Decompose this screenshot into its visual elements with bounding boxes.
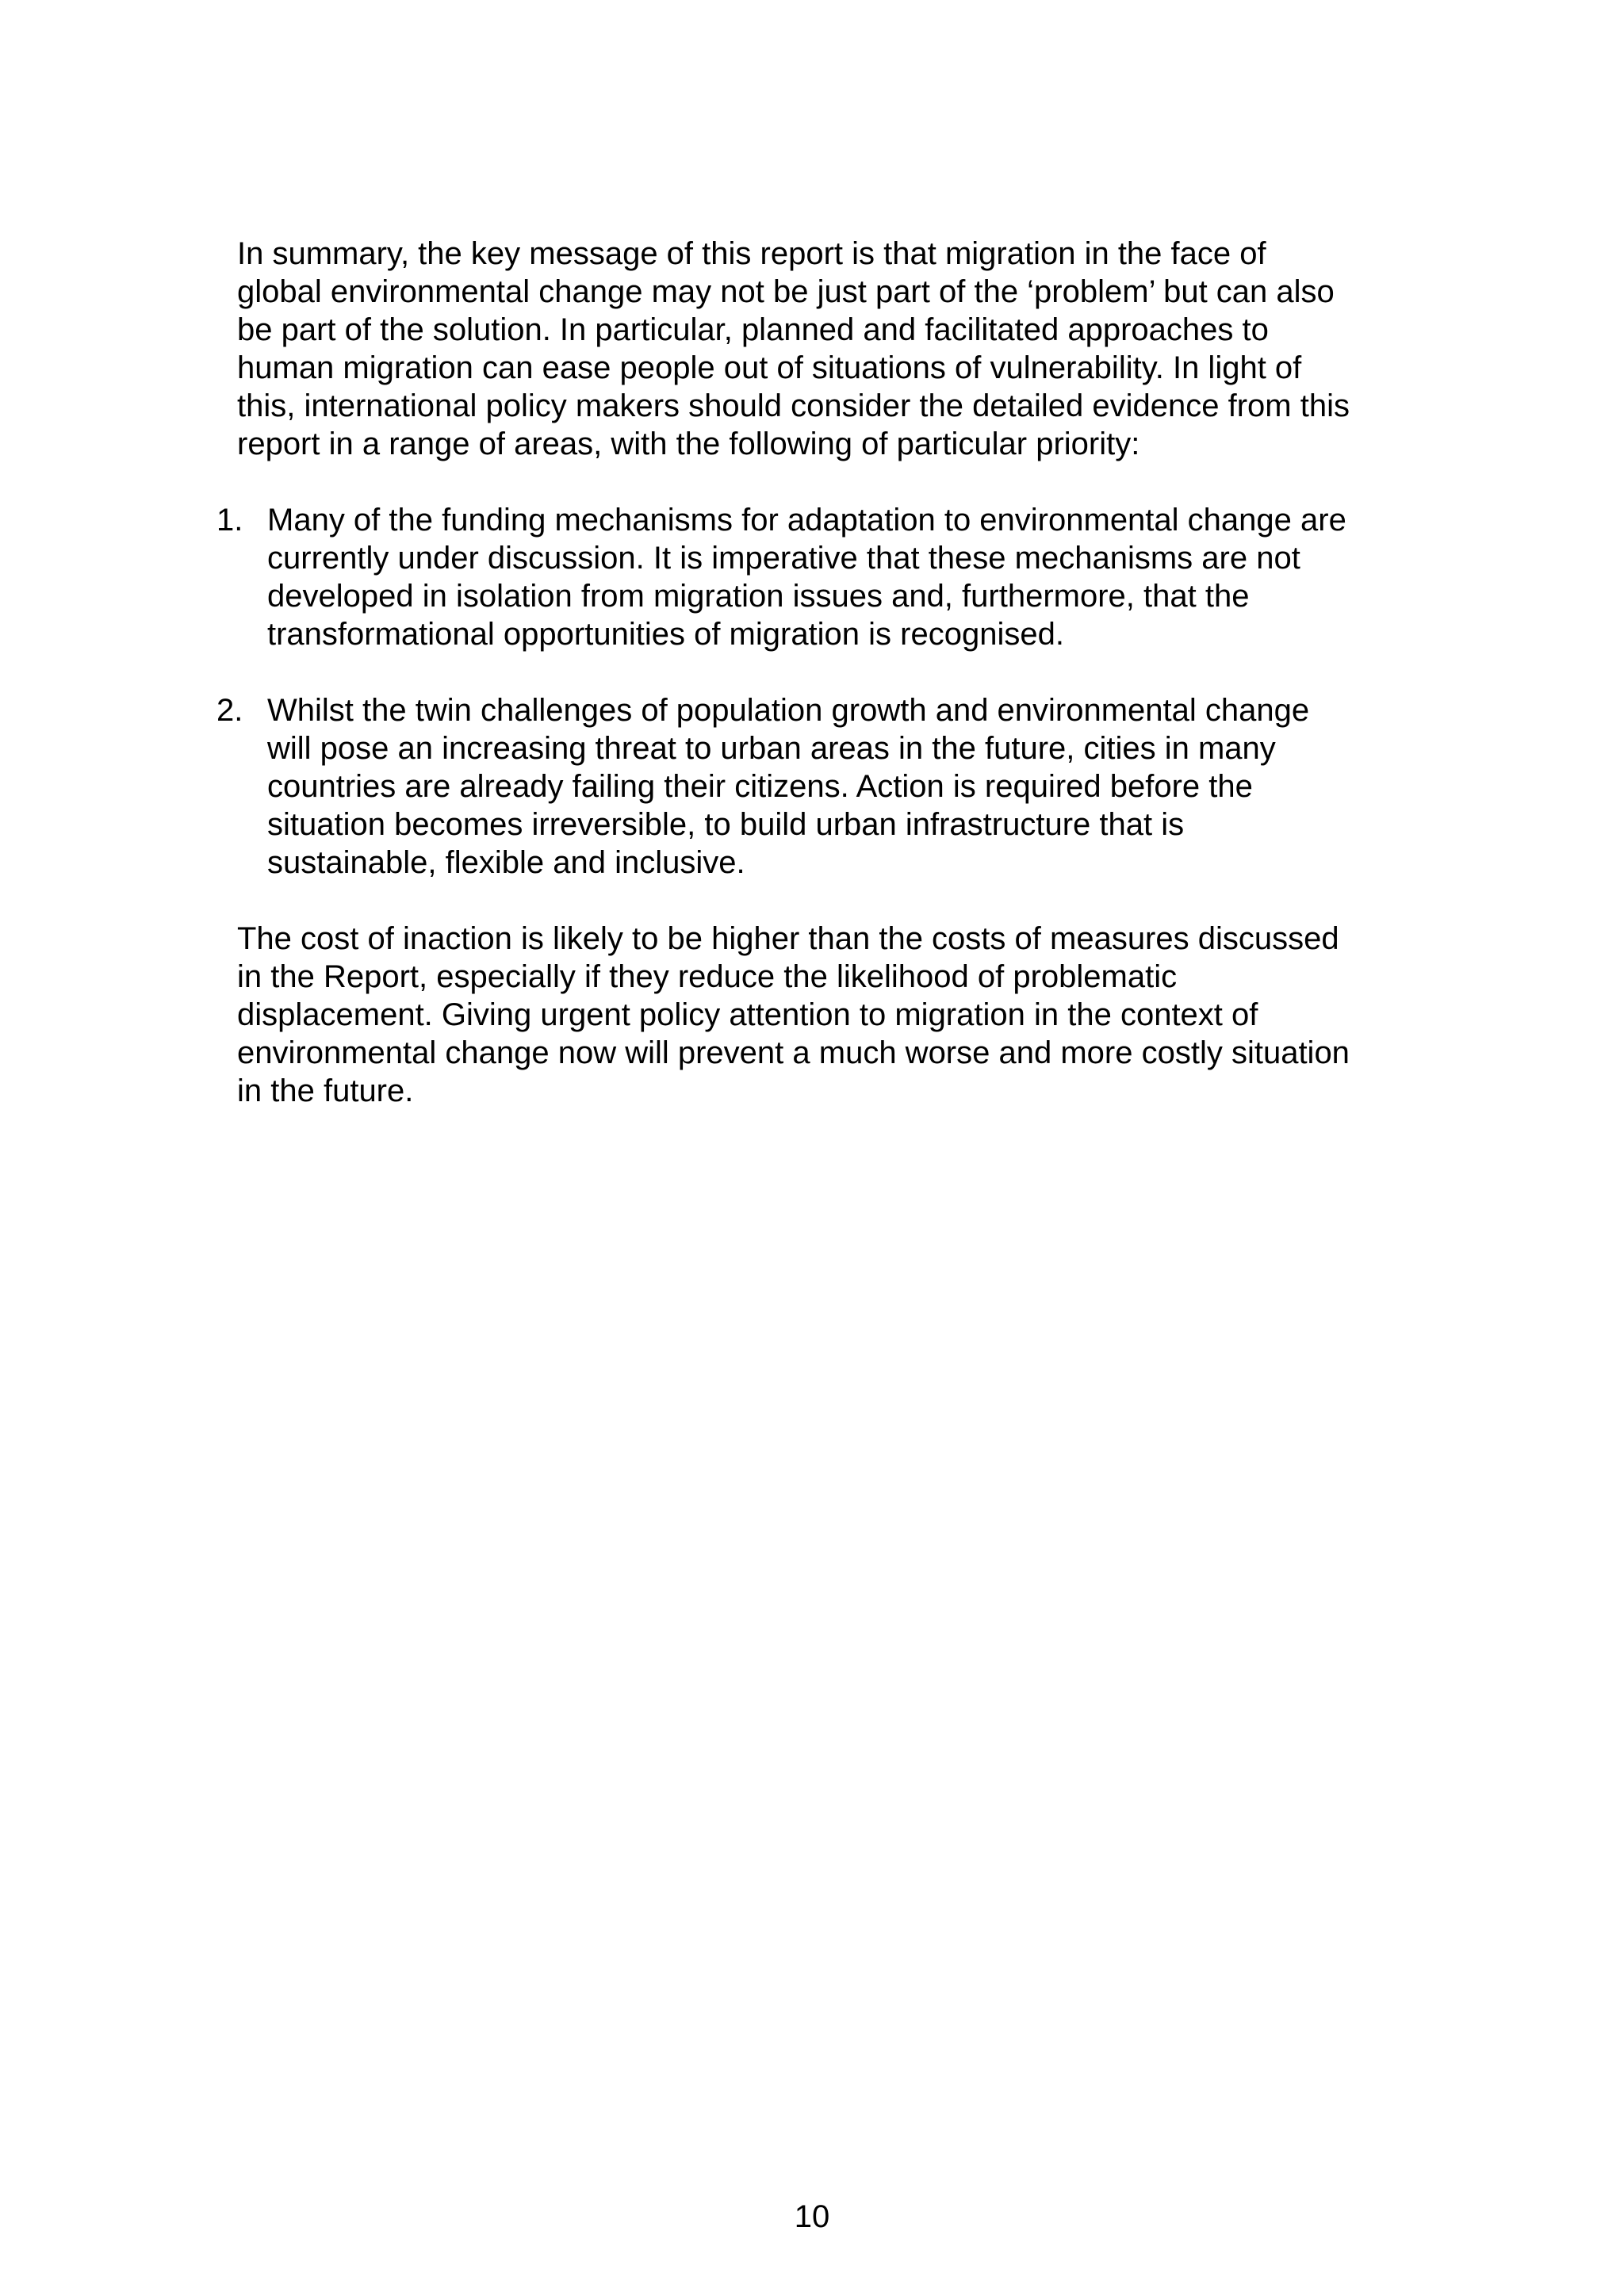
list-item-text: Whilst the twin challenges of population growth and environmental change will pose an increasing threat to urban areas in the future, cities in many countries are already failing their citizens. Action is required before the situation becomes irreversible, to build urban infrastructure that is sustainable, flexible and inclusive. [267,693,1310,880]
summary-paragraph: In summary, the key message of this report is that migration in the face of global environmental change may not be just part of the ‘problem’ but can also be part of the solution. In particular, planned and facilitated approaches to human migration can ease people out of situations of vulnerability. In light of this, international policy makers should consider the detailed evidence from this report in a range of areas, with the following of particular priority: [237,236,1350,461]
conclusion-paragraph: The cost of inaction is likely to be higher than the costs of measures discussed in the Report, especially if they reduce the likelihood of problematic displacement. Giving urgent policy attention to migration in the context of environmental change now will prevent a much worse and more costly situation in the future. [237,921,1350,1108]
list-item-number: 2. [216,693,243,728]
list-item-number: 1. [216,503,243,538]
page-number: 10 [794,2199,830,2234]
list-item-text: Many of the funding mechanisms for adaptation to environmental change are currently under discussion. It is imperative that these mechanisms are not developed in isolation from migration issues and, furthermore, that the transformational opportunities of migration is recognised. [267,503,1346,652]
